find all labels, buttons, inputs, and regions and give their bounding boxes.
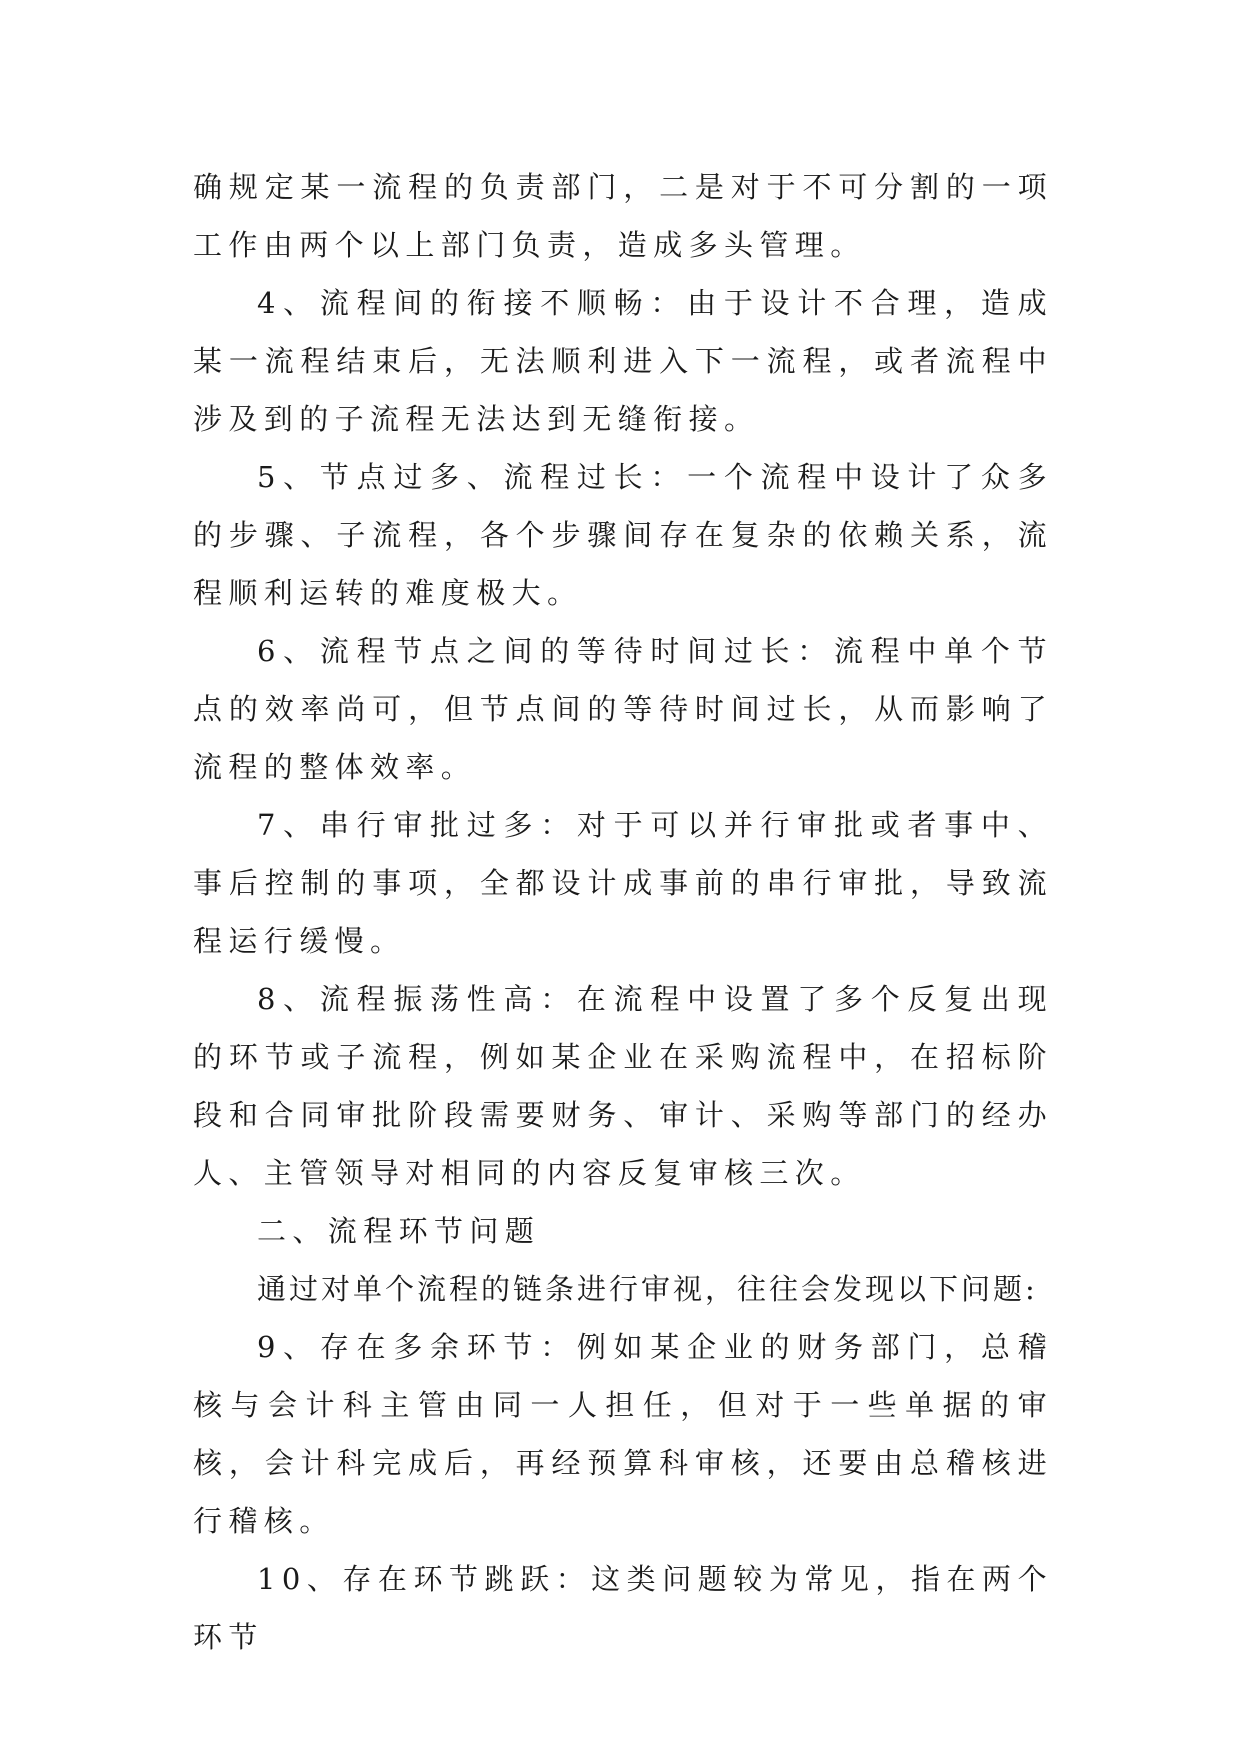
- paragraph-item-4: 4、流程间的衔接不顺畅：由于设计不合理，造成某一流程结束后，无法顺利进入下一流程，或者流程中涉及到的子流程无法达到无缝衔接。: [193, 286, 1053, 436]
- section-heading: 二、流程环节问题: [257, 1214, 541, 1248]
- paragraph-item-6: 6、流程节点之间的等待时间过长：流程中单个节点的效率尚可，但节点间的等待时间过长，从而影响了流程的整体效率。: [193, 634, 1053, 784]
- paragraph-item-9: 9、存在多余环节：例如某企业的财务部门，总稽核与会计科主管由同一人担任，但对于一些单据的审核，会计科完成后，再经预算科审核，还要由总稽核进行稽核。: [193, 1330, 1053, 1538]
- paragraph-item-10: 10、存在环节跳跃：这类问题较为常见，指在两个环节: [193, 1562, 1053, 1654]
- paragraph-item-8: 8、流程振荡性高：在流程中设置了多个反复出现的环节或子流程，例如某企业在采购流程中，在招标阶段和合同审批阶段需要财务、审计、采购等部门的经办人、主管领导对相同的内容反复审核三次。: [193, 982, 1053, 1190]
- paragraph-intro: 通过对单个流程的链条进行审视，往往会发现以下问题:: [257, 1272, 1038, 1306]
- paragraph-item-5: 5、节点过多、流程过长：一个流程中设计了众多的步骤、子流程，各个步骤间存在复杂的依赖关系，流程顺利运转的难度极大。: [193, 460, 1053, 610]
- paragraph-item-7: 7、串行审批过多：对于可以并行审批或者事中、事后控制的事项，全都设计成事前的串行审批，导致流程运行缓慢。: [193, 808, 1053, 958]
- document-body: [193, 158, 1053, 1666]
- paragraph-continued: 确规定某一流程的负责部门，二是对于不可分割的一项工作由两个以上部门负责，造成多头管理。: [193, 170, 1053, 262]
